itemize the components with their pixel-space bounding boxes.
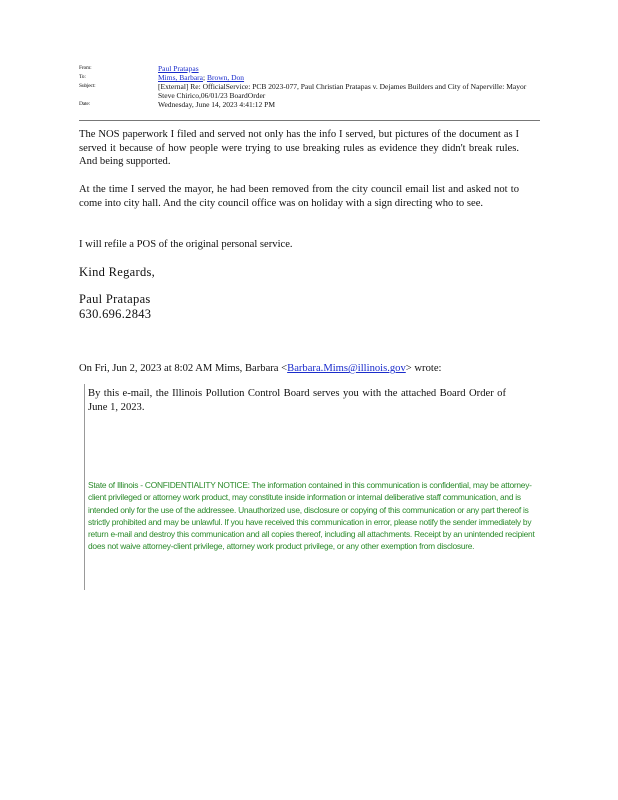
from-link[interactable]: Paul Pratapas [158,64,199,73]
subject-row [79,82,540,100]
date-label: Date: [79,101,90,107]
date-value: Wednesday, June 14, 2023 4:41:12 PM [158,100,276,109]
to-separator: ; [203,73,206,82]
closing: Kind Regards, [79,265,156,279]
to-link-mims[interactable]: Mims, Barbara [158,73,203,82]
quote-intro-email-link[interactable]: Barbara.Mims@illinois.gov [287,363,406,374]
body-paragraph-3: I will refile a POS of the original personal service. [79,239,293,250]
email-header [79,64,540,109]
signature-name: Paul Pratapas [79,292,151,306]
quote-bar [84,384,85,590]
quote-intro-suffix: > wrote: [405,363,442,374]
body-paragraph-1: The NOS paperwork I filed and served not only has the info I served, but pictures of the document as I served it because of how people were trying to use breaking rules as evidence they didn't break rules. And being supported. [79,129,519,167]
subject-label: Subject: [79,83,96,89]
confidentiality-notice: State of Illinois - CONFIDENTIALITY NOTICE: The information contained in this communication is confidential, may be attorney-client privileged or attorney work product, may constitute inside information or internal deliberative staff communication, and is intended only for the use of the addressee. Unauthorized use, disclosure or copying of this communication or any part thereof is strictly prohibited and may be unlawful. If you have received this communication in error, please notify the sender immediately by return e-mail and destroy this communication and all copies thereof, including all attachments. Receipt by an unintended recipient does not waive attorney-client privilege, attorney work product privilege, or any other exemption from disclosure. [88,480,535,552]
signature-phone: 630.696.2843 [79,307,152,321]
to-label: To: [79,74,86,80]
body-paragraph-2: At the time I served the mayor, he had been removed from the city council email list and asked not to come into city hall. And the city council office was on holiday with a sign directing who to see. [79,184,519,209]
quote-intro [79,362,441,375]
from-label: From: [79,65,92,71]
subject-value: [External] Re: OfficialService: PCB 2023-077, Paul Christian Pratapas v. Dejames Builders and City of Naperville: Mayor Steve Chirico,06/01/23 BoardOrder [158,82,527,100]
header-divider [79,120,540,121]
to-link-brown[interactable]: Brown, Don [206,73,245,82]
quote-intro-prefix: On Fri, Jun 2, 2023 at 8:02 AM Mims, Barbara < [79,363,288,374]
date-row [79,100,540,109]
from-row [79,64,540,73]
quoted-message: By this e-mail, the Illinois Pollution Control Board serves you with the attached Board Order of June 1, 2023. [88,388,506,413]
to-row [79,73,540,82]
